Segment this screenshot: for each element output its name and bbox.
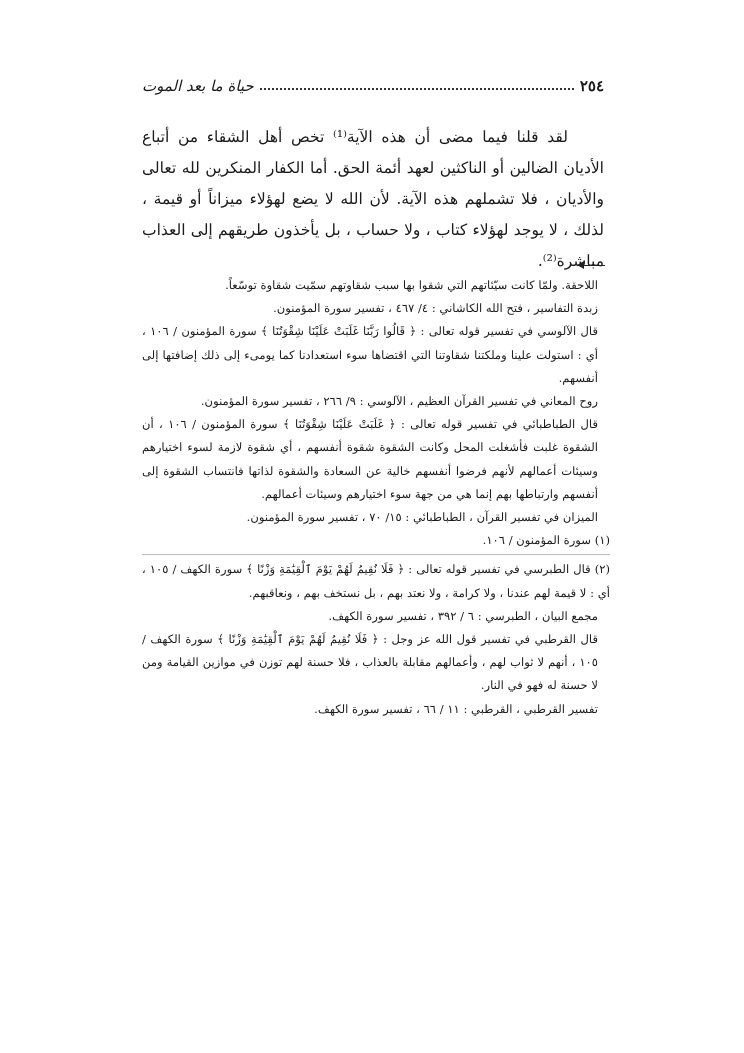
footnote-line: قال الآلوسي في تفسير قوله تعالى : ﴿ قَالُوا رَبَّنَا غَلَبَتْ عَلَيْنَا شِقْوَتُنَا ﴾ سورة المؤمنون / ١٠٦ ، أي : استولت علينا وملكتنا شقاوتنا التي اقتضاها سوء استعدادنا كما يومىء إلى ذلك إضافتها إلى أنفسهم.: [142, 324, 598, 385]
footnote-2: [142, 558, 610, 720]
footnote-source: تفسير القرطبي ، القرطبي : ١١ / ٦٦ ، تفسير سورة الكهف.: [314, 701, 598, 716]
running-title: حياة ما بعد الموت: [142, 77, 254, 95]
footnote-line: قال الطباطبائي في تفسير قوله تعالى : ﴿ غَلَبَتْ عَلَيْنَا شِقْوَتُنَا ﴾ سورة المؤمنون / ١٠٦ ، أن الشقوة غلبت فأشغلت المحل وكانت الشقوة شقوة أنفسهم ، أي شقوة لازمة لسوء اختيارهم وسيئات أعمالهم لأنهم فرضوا أنفسهم خالية عن السعادة والشقوة لذاتها فانتساب الشقوة إلى أنفسهم وارتباطها بهم إنما هي من جهة سوء اختيارهم وسيئات أعمالهم.: [142, 417, 598, 501]
footnote-line: (٢) قال الطبرسي في تفسير قوله تعالى : ﴿ فَلَا نُقِيمُ لَهُمْ يَوْمَ ٱلْقِيَٰمَةِ وَزْنًا ﴾ سورة الكهف / ١٠٥ ، أي : لا قيمة لهم عندنا ، ولا كرامة ، ولا نعتد بهم ، بل نستخف بهم ، ونعاقبهم.: [142, 562, 610, 600]
footnote-1: (١) سورة المؤمنون / ١٠٦.: [482, 533, 610, 548]
body-paragraph: لقد قلنا فيما مضى أن هذه الآية⁽¹⁾ تخص أهل الشقاء من أتباع الأديان الضالين أو الناكثين لعهد أئمة الحق. أما الكفار المنكرين لله تعالى والأديان ، فلا تشملهم هذه الآية. لأن الله لا يضع لهؤلاء ميزاناً أو قيمة ، لذلك ، لا يوجد لهؤلاء كتاب ، ولا حساب ، بل يأخذون طريقهم إلى العذاب مباشرة⁽²⁾.: [142, 128, 604, 270]
footnote-source: زبدة التفاسير ، فتح الله الكاشاني : ٤/ ٤٦٧ ، تفسير سورة المؤمنون.: [273, 301, 598, 316]
footnote-source: الميزان في تفسير القرآن ، الطباطبائي : ١٥/ ٧٠ ، تفسير سورة المؤمنون.: [246, 510, 598, 525]
footnote-line: اللاحقة. ولمّا كانت سيّئاتهم التي شقوا بها سبب شقاوتهم سمّيت شقاوة توسّعاً.: [225, 278, 598, 292]
header-dotted-leader: [260, 88, 574, 90]
footnote-continued: [142, 274, 610, 529]
main-text: [142, 122, 604, 277]
footnote-source: مجمع البيان ، الطبرسي : ٦ / ٣٩٢ ، تفسير سورة الكهف.: [328, 608, 598, 623]
page-header: [142, 74, 604, 98]
footnote-divider: [142, 554, 610, 555]
footnotes: [142, 274, 610, 721]
footnote-line: قال القرطبي في تفسير قول الله عز وجل : ﴿ فَلَا نُقِيمُ لَهُمْ يَوْمَ ٱلْقِيَٰمَةِ وَزْنًا ﴾ سورة الكهف / ١٠٥ ، أنهم لا ثواب لهم ، وأعمالهم مقابلة بالعذاب ، فلا حسنة لهم توزن في موازين القيامة ومن لا حسنة له فهو في النار.: [142, 632, 598, 693]
page-number: ٢٥٤: [579, 77, 604, 95]
footnote-continuation-arrow: [583, 265, 605, 266]
footnote-source: روح المعاني في تفسير القرآن العظيم ، الآلوسي : ٩/ ٢٦٦ ، تفسير سورة المؤمنون.: [200, 394, 598, 409]
